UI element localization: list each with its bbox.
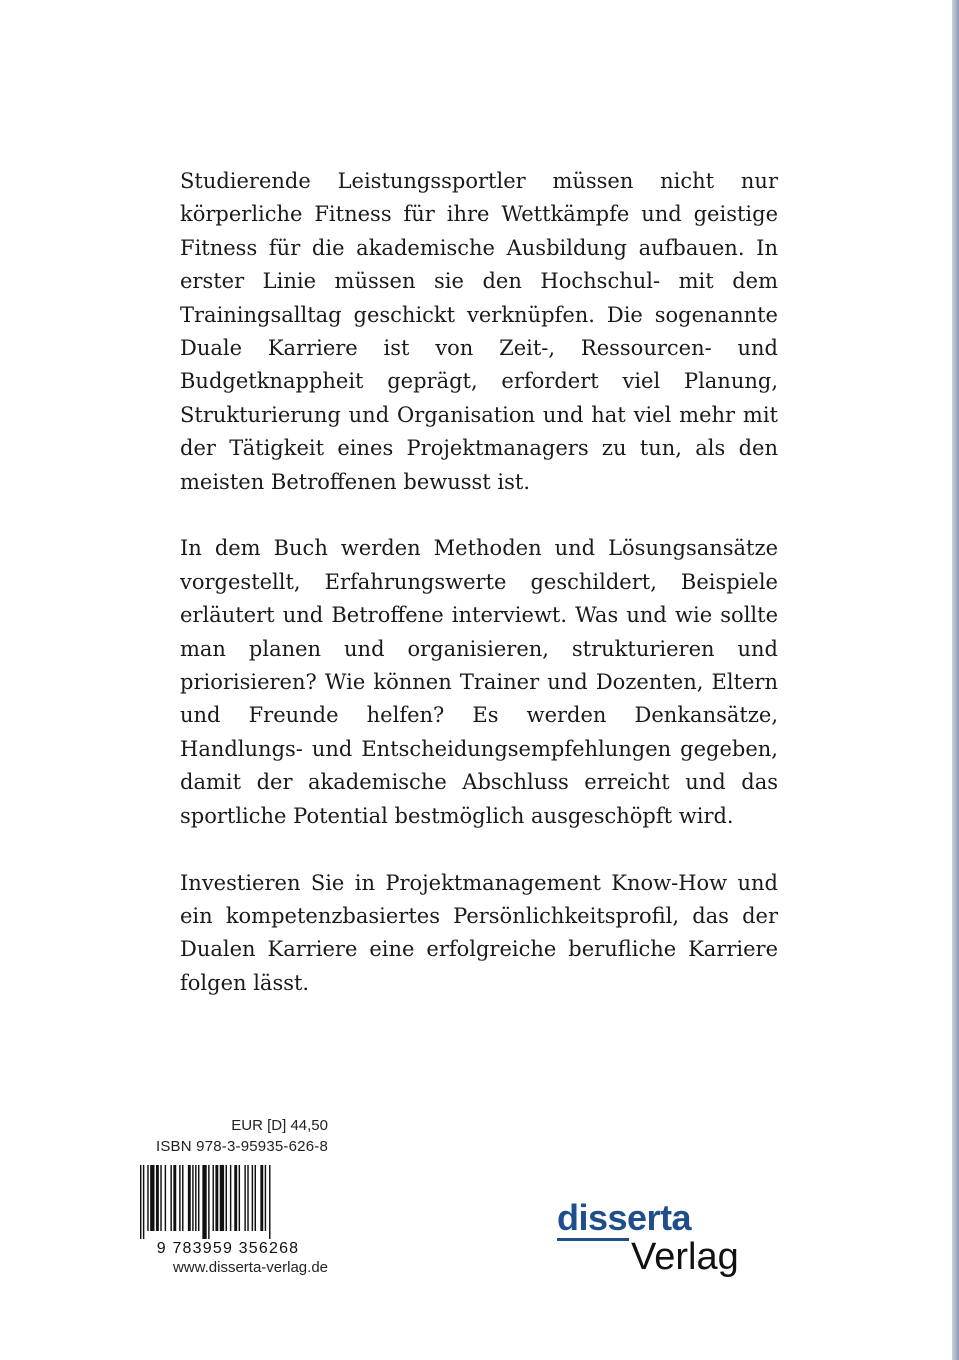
isbn-barcode [128, 1163, 328, 1255]
barcode-bar [226, 1165, 227, 1231]
publisher-website: www.disserta-verlag.de [172, 1259, 328, 1276]
blurb-paragraph-2: In dem Buch werden Methoden und Lösungsansätze vorgestellt, Erfahrungswerte geschildert, Beispiele erläutert und Betroffene interviewt. Was und wie sollte man planen und organisieren, strukturieren und priorisieren? Wie können Trainer und Dozenten, Eltern und Freunde helfen? Es werden Denkansätze, Handlungs- und Entscheidungsempfehlungen gegeben, damit der akademische Abschluss erreicht und das sportliche Potential bestmöglich ausgeschöpft wird. [180, 536, 778, 828]
back-cover-blurb [180, 165, 778, 1000]
logo-underline [557, 1238, 629, 1241]
price-label: EUR [D] 44,50 [231, 1117, 328, 1134]
barcode-bar [202, 1165, 206, 1239]
barcode-bar [247, 1165, 248, 1231]
barcode-bar [165, 1165, 166, 1231]
publisher-logo [557, 1197, 747, 1278]
barcode-bar [188, 1165, 191, 1231]
barcode-bar [150, 1165, 154, 1231]
barcode-digits: 9 783959 356268 [156, 1240, 300, 1255]
barcode-bar [198, 1165, 199, 1231]
barcode-bar [179, 1165, 180, 1231]
barcode-bar [195, 1165, 196, 1231]
barcode-bar [230, 1165, 231, 1231]
blurb-paragraph-3: Investieren Sie in Projektmanagement Know-How und ein kompetenzbasiertes Persönlichkeitsprofil, das der Dualen Karriere eine erfolgreiche berufliche Karriere folgen lässt. [180, 870, 778, 995]
barcode-bar [182, 1165, 183, 1231]
barcode-bar [255, 1165, 256, 1231]
logo-verlag-text: Verlag [631, 1236, 739, 1278]
barcode-bar [160, 1165, 161, 1231]
logo-disserta-text: disserta [557, 1197, 692, 1238]
barcode-bar [208, 1165, 209, 1239]
spine-edge [952, 0, 959, 1360]
barcode-bar [143, 1165, 144, 1239]
barcode-bar [269, 1165, 270, 1239]
barcode-bar [234, 1165, 237, 1231]
barcode-bar [220, 1165, 224, 1231]
blurb-paragraph-1: Studierende Leistungssportler müssen nicht nur körperliche Fitness für ihre Wettkämpfe und geistige Fitness für die akademische Ausbildung aufbauen. In erster Linie müssen sie den Hochschul- mit dem Trainingsalltag geschickt verknüpfen. Die sogenannte Duale Karriere ist von Zeit-, Ressourcen- und Budgetknappheit geprägt, erfordert viel Planung, Strukturierung und Organisation und hat viel mehr mit der Tätigkeit eines Projektmanagers zu tun, als den meisten Betroffenen bewusst ist. [180, 169, 778, 494]
barcode-bar [173, 1165, 176, 1231]
barcode-bar [192, 1165, 193, 1231]
barcode-bar [239, 1165, 240, 1231]
isbn-label: ISBN 978-3-95935-626-8 [155, 1138, 328, 1155]
barcode-bar [265, 1165, 266, 1231]
barcode-bar [244, 1165, 245, 1231]
barcode-bar [260, 1165, 263, 1231]
price-isbn-block [128, 1115, 328, 1276]
barcode-bar [252, 1165, 253, 1231]
barcode-bar [170, 1165, 171, 1231]
barcode-bar [147, 1165, 148, 1231]
barcode-bar [140, 1165, 141, 1239]
barcode-bar [156, 1165, 159, 1231]
barcode-bar [213, 1165, 214, 1231]
barcode-bar [215, 1165, 218, 1231]
